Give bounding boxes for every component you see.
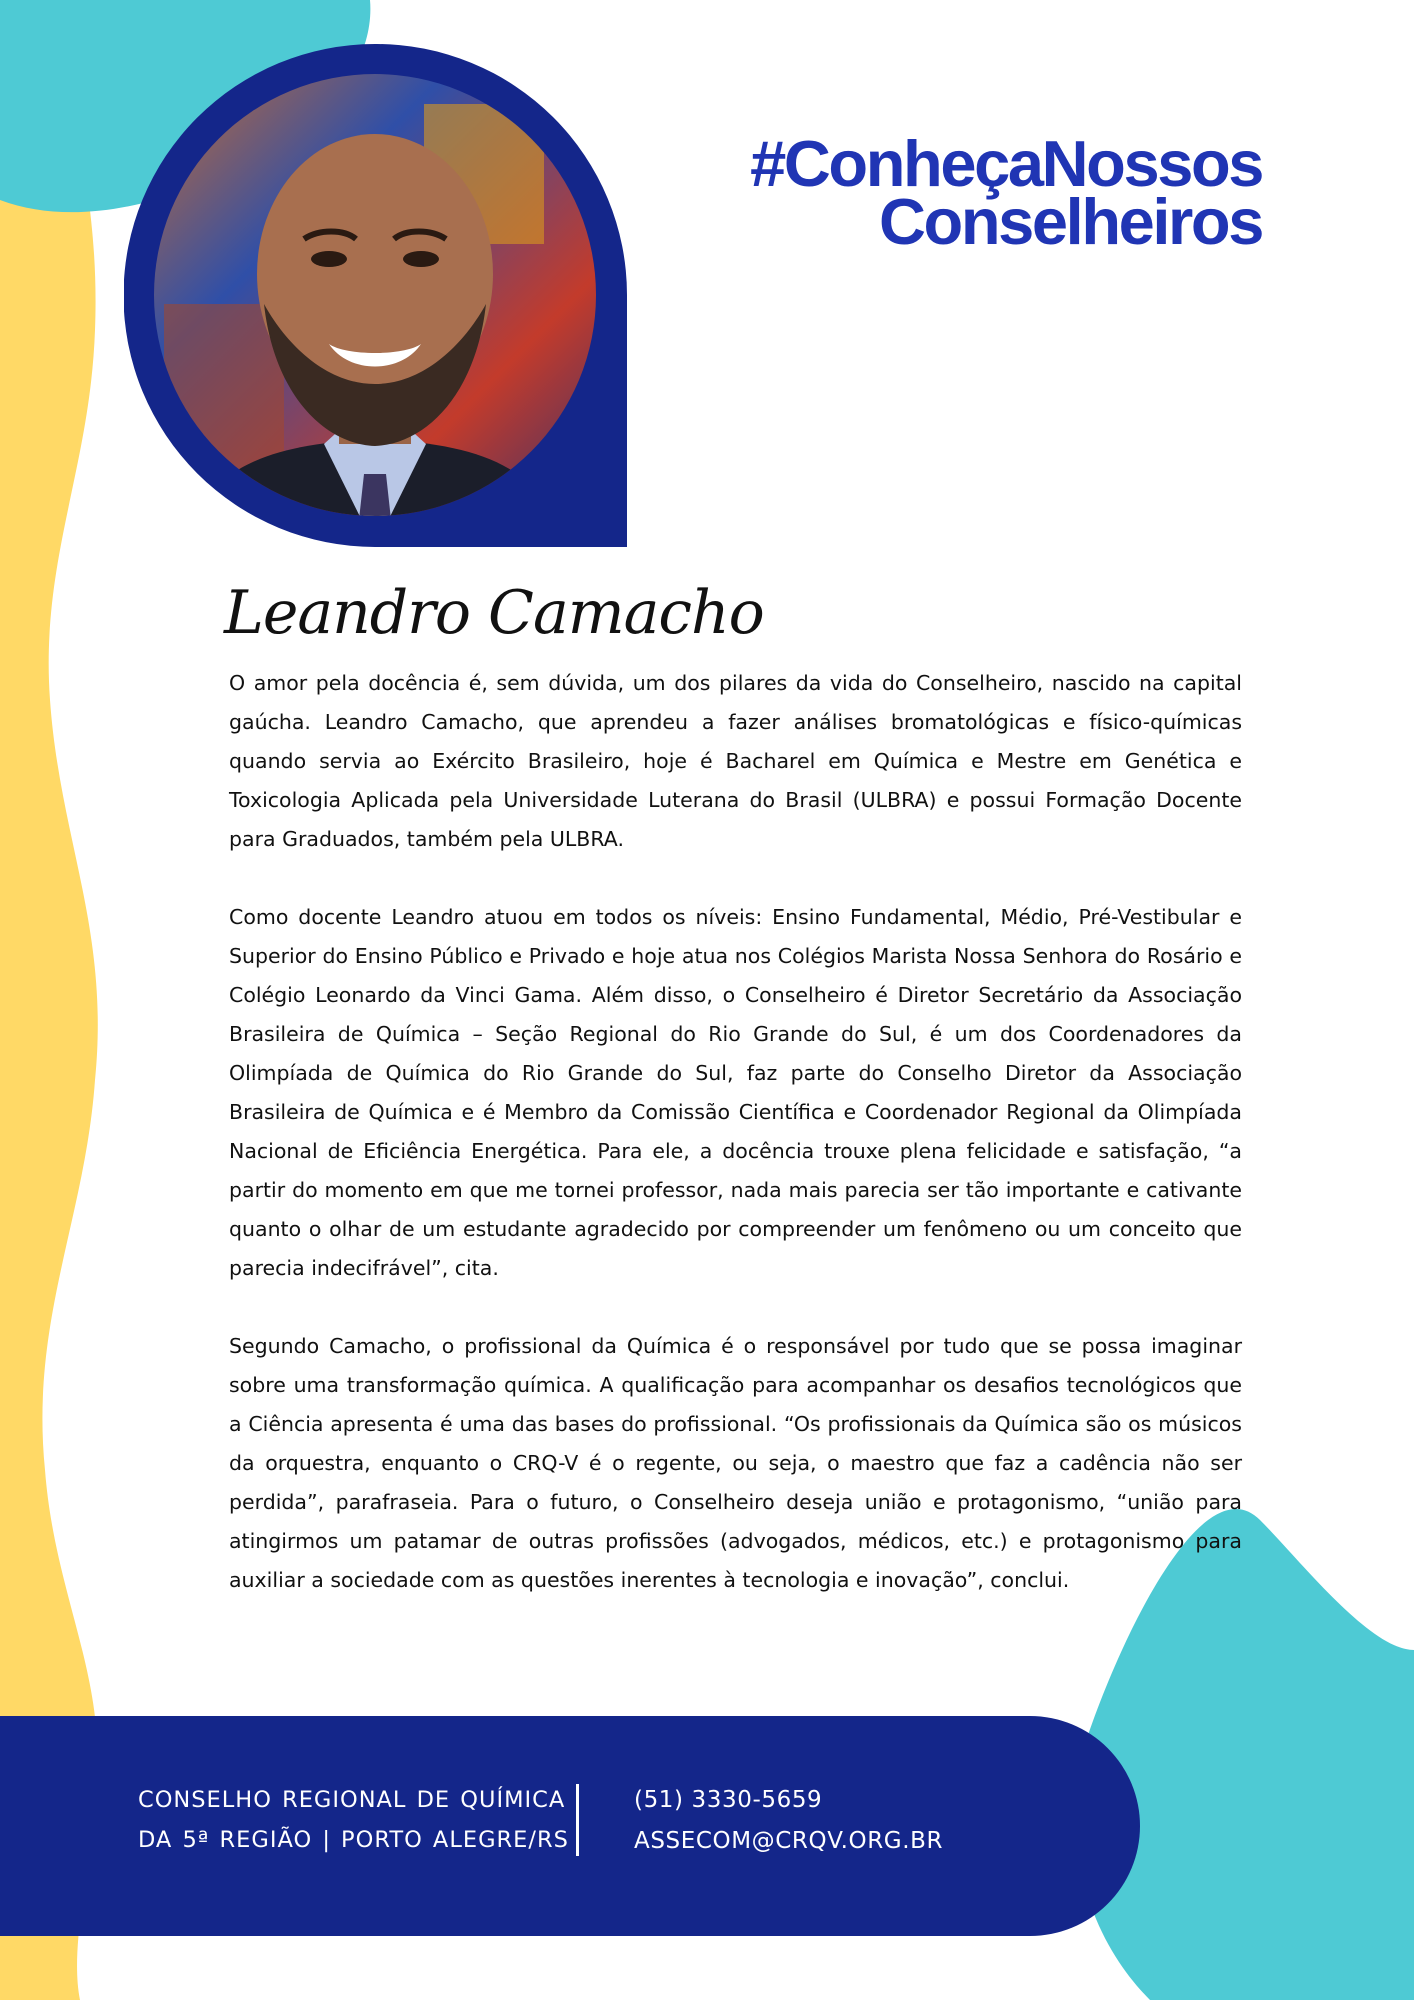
profile-name: Leandro Camacho <box>224 578 764 648</box>
portrait-frame <box>124 44 627 547</box>
org-name-line-2: DA 5ª REGIÃO | PORTO ALEGRE/RS <box>138 1827 569 1853</box>
org-name-line-1: CONSELHO REGIONAL DE QUÍMICA <box>138 1787 566 1813</box>
phone-number: (51) 3330-5659 <box>634 1787 823 1813</box>
title-line-2: Conselheiros <box>879 185 1262 258</box>
biography <box>229 664 1242 1639</box>
bio-paragraph: O amor pela docência é, sem dúvida, um dos pilares da vida do Conselheiro, nascido na capital gaúcha. Leandro Camacho, que aprendeu a fazer análises bromatológicas e físico-químicas quando servia ao Exército Brasileiro, hoje é Bacharel em Química e Mestre em Genética e Toxicologia Aplicada pela Universidade Luterana do Brasil (ULBRA) e possui Formação Docente para Graduados, também pela ULBRA. <box>229 671 1242 851</box>
title-line-1: #ConheçaNossos <box>750 127 1262 200</box>
footer-contact <box>634 1780 943 1862</box>
email-address[interactable]: ASSECOM@CRQV.ORG.BR <box>634 1828 944 1854</box>
yellow-wave-shape <box>0 0 98 2000</box>
bio-paragraph: Segundo Camacho, o profissional da Química é o responsável por tudo que se possa imaginar sobre uma transformação química. A qualificação para acompanhar os desafios tecnológicos que a Ciência apresenta é uma das bases do profissional. “Os profissionais da Química são os músicos da orquestra, enquanto o CRQ-V é o regente, ou seja, o maestro que faz a cadência não ser perdida”, parafraseia. Para o futuro, o Conselheiro deseja união e protagonismo, “união para atingirmos um patamar de outras profissões (advogados, médicos, etc.) e protagonismo para auxiliar a sociedade com as questões inerentes à tecnologia e inovação”, conclui. <box>229 1334 1242 1592</box>
footer-organization <box>138 1780 569 1860</box>
page-title <box>622 127 1262 258</box>
bio-paragraph: Como docente Leandro atuou em todos os níveis: Ensino Fundamental, Médio, Pré-Vestibular e Superior do Ensino Público e Privado e hoje atua nos Colégios Marista Nossa Senhora do Rosário e Colégio Leonardo da Vinci Gama. Além disso, o Conselheiro é Diretor Secretário da Associação Brasileira de Química – Seção Regional do Rio Grande do Sul, é um dos Coordenadores da Olimpíada de Química do Rio Grande do Sul, faz parte do Conselho Diretor da Associação Brasileira de Química e é Membro da Comissão Científica e Coordenador Regional da Olimpíada Nacional de Eficiência Energética. Para ele, a docência trouxe plena felicidade e satisfação, “a partir do momento em que me tornei professor, nada mais parecia ser tão importante e cativante quanto o olhar de um estudante agradecido por compreender um fenômeno ou um conceito que parecia indecifrável”, cita. <box>229 905 1242 1280</box>
footer-divider <box>576 1784 579 1856</box>
